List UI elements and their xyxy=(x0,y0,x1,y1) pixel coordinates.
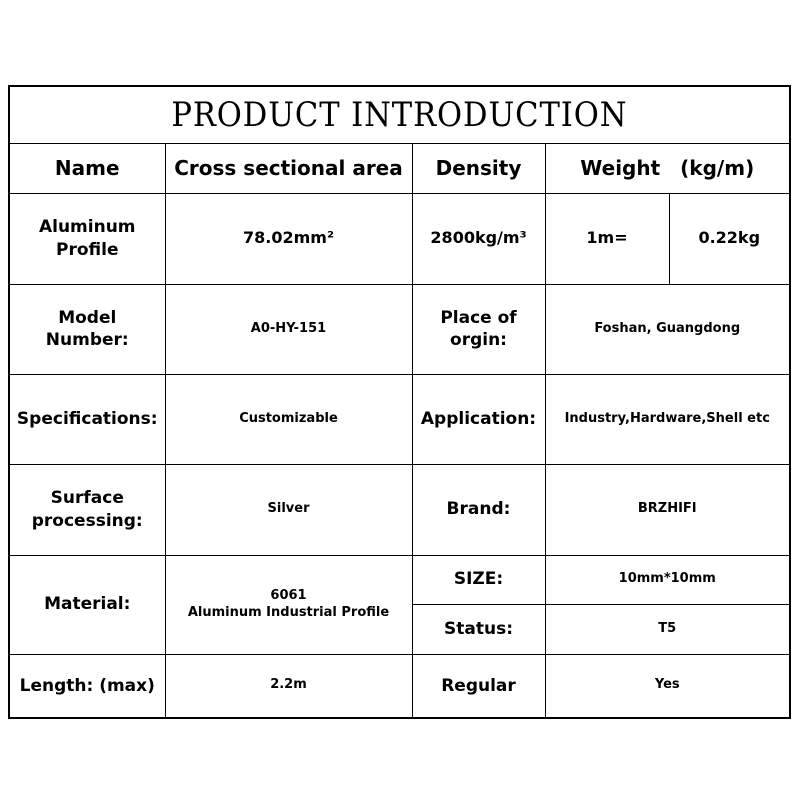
status-label: Status: xyxy=(412,604,545,654)
specifications-label: Specifications: xyxy=(10,374,165,464)
regular-label: Regular xyxy=(412,654,545,717)
weight-prefix: 1m= xyxy=(545,193,669,284)
specifications-value: Customizable xyxy=(165,374,412,464)
table-row xyxy=(10,284,789,374)
brand-value: BRZHIFI xyxy=(545,464,789,555)
status-value: T5 xyxy=(545,604,789,654)
header-weight: Weight (kg/m) xyxy=(545,144,789,193)
model-number-label: Model Number: xyxy=(10,284,165,374)
material-label: Material: xyxy=(10,555,165,654)
density-value: 2800kg/m³ xyxy=(412,193,545,284)
place-of-origin-label: Place of orgin: xyxy=(412,284,545,374)
application-value: Industry,Hardware,Shell etc xyxy=(545,374,789,464)
place-of-origin-value: Foshan, Guangdong xyxy=(545,284,789,374)
regular-value: Yes xyxy=(545,654,789,717)
surface-processing-value: Silver xyxy=(165,464,412,555)
size-label: SIZE: xyxy=(412,555,545,604)
header-cross-section: Cross sectional area xyxy=(165,144,412,193)
surface-processing-label: Surface processing: xyxy=(10,464,165,555)
table-row xyxy=(10,464,789,555)
size-value: 10mm*10mm xyxy=(545,555,789,604)
brand-label: Brand: xyxy=(412,464,545,555)
product-introduction-sheet xyxy=(8,85,791,719)
page-title: PRODUCT INTRODUCTION xyxy=(171,95,628,135)
table-row xyxy=(10,654,789,717)
application-label: Application: xyxy=(412,374,545,464)
length-label: Length: (max) xyxy=(10,654,165,717)
header-name: Name xyxy=(10,144,165,193)
table-row xyxy=(10,555,789,604)
length-value: 2.2m xyxy=(165,654,412,717)
table-row xyxy=(10,193,789,284)
table-row xyxy=(10,374,789,464)
spec-table xyxy=(10,144,789,717)
profile-label: Aluminum Profile xyxy=(10,193,165,284)
material-value: 6061 Aluminum Industrial Profile xyxy=(165,555,412,654)
header-row xyxy=(10,144,789,193)
model-number-value: A0-HY-151 xyxy=(165,284,412,374)
cross-section-value: 78.02mm² xyxy=(165,193,412,284)
title-row xyxy=(10,87,789,144)
weight-value: 0.22kg xyxy=(669,193,789,284)
header-density: Density xyxy=(412,144,545,193)
